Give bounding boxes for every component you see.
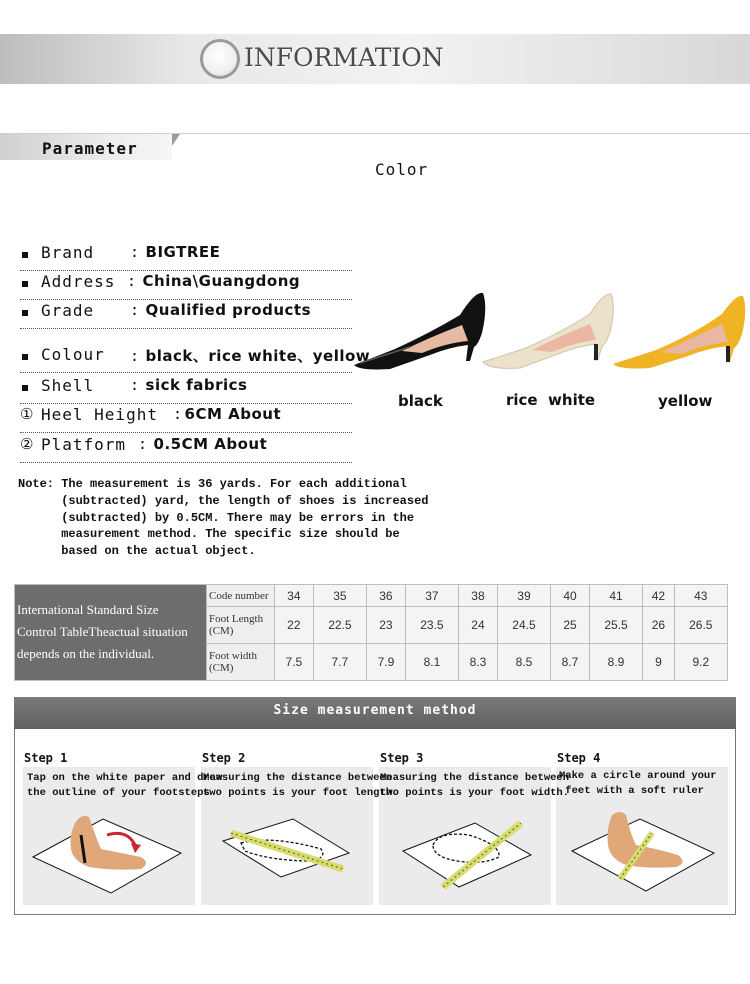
shoe-sole-rice-white <box>483 294 613 369</box>
bullet-icon <box>22 354 28 360</box>
table-cell: 34 <box>275 585 314 607</box>
step-4-text: Make a circle around your feet with a soft ruler <box>559 770 717 797</box>
table-cell: 35 <box>313 585 366 607</box>
shoe-heel-yellow <box>726 346 730 362</box>
size-table-description <box>15 585 207 681</box>
information-title: INFORMATION <box>244 43 444 72</box>
spec-label: Colour <box>41 345 116 364</box>
table-cell: 24 <box>459 607 498 644</box>
table-cell: 7.7 <box>313 644 366 681</box>
table-cell: 22.5 <box>313 607 366 644</box>
step-2-title: Step 2 <box>202 751 246 765</box>
spec-row-shell: Shell : sick fabrics <box>20 376 352 404</box>
step-3-text: Measuring the distance between two points is your foot width. <box>380 772 570 799</box>
circled-number-2: ② <box>20 435 34 453</box>
bullet-icon <box>22 281 28 287</box>
spec-row-platform: ② Platform : 0.5CM About <box>20 435 352 463</box>
spec-value-colour: black、rice white、yellow <box>145 347 371 365</box>
desc-line: depends on the individual. <box>17 646 155 661</box>
color-heading: Color <box>375 160 429 179</box>
table-cell: 8.3 <box>459 644 498 681</box>
table-cell: 9 <box>643 644 674 681</box>
color-label-black: black <box>398 392 443 410</box>
parameter-label: Parameter <box>42 139 138 158</box>
spec-value-platform: 0.5CM About <box>153 435 268 453</box>
table-cell: 43 <box>674 585 727 607</box>
row-header-code: Code number <box>207 585 275 607</box>
table-cell: 40 <box>551 585 590 607</box>
shoe-sole-yellow <box>613 296 745 369</box>
spec-value-shell: sick fabrics <box>145 376 248 394</box>
table-cell: 36 <box>367 585 406 607</box>
table-cell: 23.5 <box>405 607 458 644</box>
table-cell: 22 <box>275 607 314 644</box>
table-cell: 8.5 <box>497 644 550 681</box>
table-cell: 38 <box>459 585 498 607</box>
banner-circle-icon <box>200 39 240 79</box>
step-2-illustration <box>201 805 373 905</box>
table-cell: 9.2 <box>674 644 727 681</box>
table-cell: 8.7 <box>551 644 590 681</box>
table-row <box>15 585 728 607</box>
table-cell: 37 <box>405 585 458 607</box>
step-1-text: Tap on the white paper and draw the outline of your footsteps <box>27 772 223 799</box>
spec-row-address: Address : China\Guangdong <box>20 272 352 300</box>
step-1-illustration <box>23 805 195 905</box>
note-line: Note: The measurement is 36 yards. For each additional <box>18 477 407 491</box>
bullet-icon <box>22 252 28 258</box>
spec-row-heel-height: ① Heel Height : 6CM About <box>20 405 352 433</box>
color-label-yellow: yellow <box>658 392 713 410</box>
row-header-foot-width: Foot width (CM) <box>207 644 275 681</box>
table-cell: 8.9 <box>589 644 642 681</box>
circled-number-1: ① <box>20 405 34 423</box>
note-line: (subtracted) yard, the length of shoes is increased <box>18 493 429 508</box>
desc-line: Control TableTheactual situation <box>17 624 188 639</box>
table-cell: 26 <box>643 607 674 644</box>
table-cell: 41 <box>589 585 642 607</box>
measurement-title: Size measurement method <box>273 703 477 718</box>
bullet-icon <box>22 385 28 391</box>
spec-label: Grade <box>41 301 116 320</box>
note-line: (subtracted) by 0.5CM. There may be errors in the <box>18 510 415 525</box>
spec-row-grade: Grade : Qualified products <box>20 301 352 329</box>
spec-row-brand: Brand : BIGTREE <box>20 243 352 271</box>
row-header-foot-length: Foot Length (CM) <box>207 607 275 644</box>
table-cell: 7.5 <box>275 644 314 681</box>
spec-label: Brand <box>41 243 116 262</box>
spec-value-address: China\Guangdong <box>142 272 301 290</box>
color-label-rice-white: rice white <box>506 391 596 409</box>
spec-label: Shell <box>41 376 116 395</box>
step-3-illustration <box>379 805 551 905</box>
step-4-title: Step 4 <box>557 751 601 765</box>
measurement-note <box>18 476 429 560</box>
shoe-image-black <box>350 285 490 375</box>
spec-label: Address <box>41 272 116 291</box>
table-cell: 25 <box>551 607 590 644</box>
step-4-illustration <box>556 805 728 905</box>
table-cell: 26.5 <box>674 607 727 644</box>
table-cell: 24.5 <box>497 607 550 644</box>
table-cell: 8.1 <box>405 644 458 681</box>
step-2-text: Measuring the distance between two points is your foot length. <box>203 772 399 799</box>
table-cell: 42 <box>643 585 674 607</box>
shoe-image-rice-white <box>480 288 616 374</box>
spec-value-grade: Qualified products <box>145 301 312 319</box>
parameter-tab-corner <box>172 134 180 146</box>
bullet-icon <box>22 310 28 316</box>
table-cell: 39 <box>497 585 550 607</box>
spec-label: Heel Height <box>41 405 158 424</box>
note-line: measurement method. The specific size should be <box>18 527 400 542</box>
shoe-image-yellow <box>610 290 748 374</box>
step-3-title: Step 3 <box>380 751 424 765</box>
spec-value-brand: BIGTREE <box>145 243 221 261</box>
note-line: based on the actual object. <box>18 544 256 559</box>
table-cell: 25.5 <box>589 607 642 644</box>
desc-line: International Standard Size <box>17 602 159 617</box>
size-table <box>14 584 728 681</box>
step-1-title: Step 1 <box>24 751 68 765</box>
spec-label: Platform <box>41 435 127 454</box>
spec-value-heel-height: 6CM About <box>184 405 282 423</box>
table-cell: 7.9 <box>367 644 406 681</box>
table-cell: 23 <box>367 607 406 644</box>
spec-row-colour: Colour : black、rice white、yellow <box>20 345 352 373</box>
shoe-heel-rice-white <box>594 344 598 360</box>
